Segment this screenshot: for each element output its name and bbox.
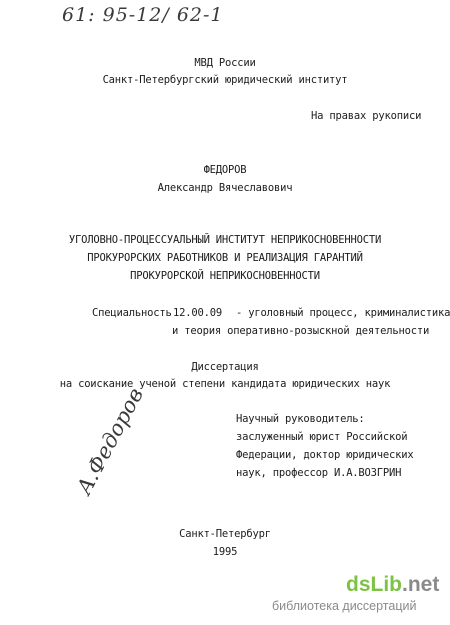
author-surname: ФЕДОРОВ [203,164,247,176]
dissertation-title-line-2: ПРОКУРОРСКИХ РАБОТНИКОВ И РЕАЛИЗАЦИЯ ГАРАНТИЙ [87,252,363,264]
archive-handwritten-note: 61: 95-12/ 62-1 [62,4,224,26]
supervisor-heading: Научный руководитель: [236,413,365,425]
work-type: Диссертация [191,361,259,373]
specialty-description-line-1: - уголовный процесс, криминалистика [236,307,450,319]
manuscript-note: На правах рукописи [311,110,422,122]
watermark-brand-main: dsLib [346,573,402,596]
year: 1995 [212,546,238,558]
dissertation-title-line-3: ПРОКУРОРСКОЙ НЕПРИКОСНОВЕННОСТИ [130,270,320,282]
supervisor-detail-line-1: заслуженный юрист Российской [236,431,408,443]
specialty-code: 12.00.09 [173,307,222,319]
supervisor-detail-line-3: наук, профессор И.А.ВОЗГРИН [236,467,402,479]
author-full-name: Александр Вячеславович [157,182,293,194]
specialty-description-line-2: и теория оперативно-розыскной деятельности [172,325,430,337]
city: Санкт-Петербург [179,528,271,540]
ministry-name: МВД России [194,57,256,69]
dissertation-title-line-1: УГОЛОВНО-ПРОЦЕССУАЛЬНЫЙ ИНСТИТУТ НЕПРИКОСНОВЕННОСТИ [68,234,382,246]
supervisor-detail-line-2: Федерации, доктор юридических [236,449,414,461]
watermark-brand-suffix: .net [402,573,440,596]
institute-name: Санкт-Петербургский юридический институт [102,74,348,86]
specialty-label: Специальность [92,307,172,319]
watermark-brand [346,573,439,597]
watermark-caption: библиотека диссертаций [272,599,417,613]
degree-sought: на соискание ученой степени кандидата юридических наук [59,378,391,390]
author-signature: А.Федоров [72,383,148,499]
